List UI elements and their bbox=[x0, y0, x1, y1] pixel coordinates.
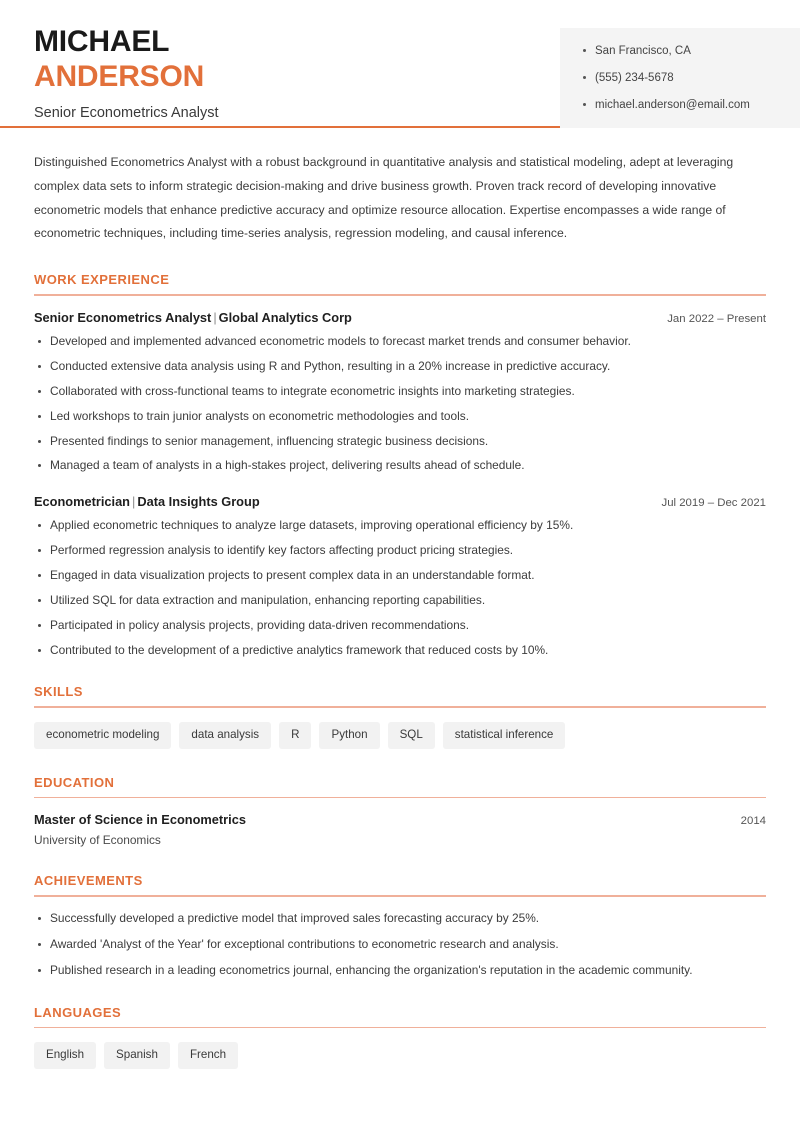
skill-tag: econometric modeling bbox=[34, 722, 171, 749]
section-divider bbox=[34, 1027, 766, 1029]
experience-bullet: Applied econometric techniques to analyze large datasets, improving operational efficiency by 15%. bbox=[34, 518, 766, 533]
section-divider bbox=[34, 706, 766, 708]
contact-phone[interactable]: (555) 234-5678 bbox=[582, 71, 800, 85]
experience-dates: Jan 2022 – Present bbox=[667, 312, 766, 325]
experience-bullet: Collaborated with cross-functional teams to integrate econometric insights into marketing strategies. bbox=[34, 384, 766, 399]
section-divider bbox=[34, 895, 766, 897]
experience-company: Data Insights Group bbox=[137, 493, 260, 509]
achievement-item: Published research in a leading econometrics journal, enhancing the organization's reputation in the academic community. bbox=[34, 963, 766, 978]
skill-tag: Python bbox=[319, 722, 379, 749]
role-company-separator: | bbox=[213, 309, 217, 325]
skill-tag: SQL bbox=[388, 722, 435, 749]
experience-bullets bbox=[34, 334, 766, 474]
professional-summary: Distinguished Econometrics Analyst with a robust background in quantitative analysis and statistical modeling, adept at leveraging complex data sets to inform strategic decision-making and drive business growth. Proven track record of developing innovative econometric models that enhance predictive accuracy and optimize resource allocation. Expertise encompasses a wide range of econometric techniques, including time-series analysis, regression modeling, and causal inference. bbox=[34, 155, 734, 241]
section-divider bbox=[34, 797, 766, 799]
skill-tag: statistical inference bbox=[443, 722, 566, 749]
contact-box bbox=[560, 28, 800, 128]
section-title-languages: LANGUAGES bbox=[34, 1004, 122, 1020]
role-company-separator: | bbox=[132, 493, 136, 509]
experience-role: Senior Econometrics Analyst bbox=[34, 309, 212, 325]
experience-bullet: Engaged in data visualization projects to present complex data in an understandable format. bbox=[34, 568, 766, 583]
language-tag: English bbox=[34, 1042, 96, 1069]
skill-tag: R bbox=[279, 722, 311, 749]
experience-bullet: Contributed to the development of a predictive analytics framework that reduced costs by 10%. bbox=[34, 643, 766, 658]
section-title-achievements: ACHIEVEMENTS bbox=[34, 873, 143, 888]
experience-bullet: Developed and implemented advanced econometric models to forecast market trends and consumer behavior. bbox=[34, 334, 766, 349]
experience-entry-header bbox=[34, 494, 766, 509]
section-languages bbox=[34, 1005, 766, 1069]
resume-content bbox=[0, 151, 800, 1069]
experience-entry-header bbox=[34, 310, 766, 325]
achievements-list bbox=[34, 911, 766, 979]
education-degree: Master of Science in Econometrics bbox=[34, 812, 246, 827]
section-divider bbox=[34, 294, 766, 296]
section-skills bbox=[34, 684, 766, 748]
experience-role: Econometrician bbox=[34, 493, 131, 509]
headline-job-title: Senior Econometrics Analyst bbox=[34, 105, 219, 122]
language-tag: Spanish bbox=[104, 1042, 170, 1069]
experience-bullets bbox=[34, 518, 766, 658]
experience-bullet: Utilized SQL for data extraction and manipulation, enhancing reporting capabilities. bbox=[34, 593, 766, 608]
section-title-skills: SKILLS bbox=[34, 684, 83, 700]
education-entry bbox=[34, 812, 766, 847]
full-name bbox=[34, 24, 219, 94]
education-entry-header bbox=[34, 812, 766, 827]
experience-company: Global Analytics Corp bbox=[218, 309, 352, 325]
achievement-item: Awarded 'Analyst of the Year' for exceptional contributions to econometric research and analysis. bbox=[34, 937, 766, 952]
experience-bullet: Performed regression analysis to identify key factors affecting product pricing strategies. bbox=[34, 543, 766, 558]
section-title-work-experience: WORK EXPERIENCE bbox=[34, 272, 170, 288]
experience-role-company bbox=[34, 310, 352, 325]
skills-tag-list bbox=[34, 722, 766, 749]
experience-bullet: Conducted extensive data analysis using R and Python, resulting in a 20% increase in predictive accuracy. bbox=[34, 359, 766, 374]
language-tag: French bbox=[178, 1042, 238, 1069]
section-achievements bbox=[34, 873, 766, 979]
first-name: MICHAEL bbox=[34, 25, 170, 58]
section-work-experience bbox=[34, 272, 766, 658]
section-education bbox=[34, 775, 766, 848]
languages-tag-list bbox=[34, 1042, 766, 1069]
experience-bullet: Presented findings to senior management, influencing strategic business decisions. bbox=[34, 434, 766, 449]
identity-block bbox=[0, 0, 219, 121]
experience-dates: Jul 2019 – Dec 2021 bbox=[661, 496, 766, 509]
experience-bullet: Managed a team of analysts in a high-stakes project, delivering results ahead of schedule. bbox=[34, 458, 766, 473]
experience-role-company bbox=[34, 494, 260, 509]
skill-tag: data analysis bbox=[179, 722, 271, 749]
experience-entry bbox=[34, 310, 766, 474]
experience-bullet: Participated in policy analysis projects, providing data-driven recommendations. bbox=[34, 618, 766, 633]
contact-list bbox=[582, 44, 800, 112]
achievement-item: Successfully developed a predictive model that improved sales forecasting accuracy by 25%. bbox=[34, 911, 766, 926]
section-title-education: EDUCATION bbox=[34, 774, 115, 790]
contact-location: San Francisco, CA bbox=[582, 44, 800, 58]
education-year: 2014 bbox=[740, 815, 766, 827]
experience-entry bbox=[34, 494, 766, 658]
resume-header bbox=[0, 0, 800, 131]
education-school: University of Economics bbox=[34, 833, 161, 847]
experience-bullet: Led workshops to train junior analysts on econometric methodologies and tools. bbox=[34, 409, 766, 424]
contact-email[interactable]: michael.anderson@email.com bbox=[582, 98, 800, 112]
last-name: ANDERSON bbox=[34, 60, 205, 94]
